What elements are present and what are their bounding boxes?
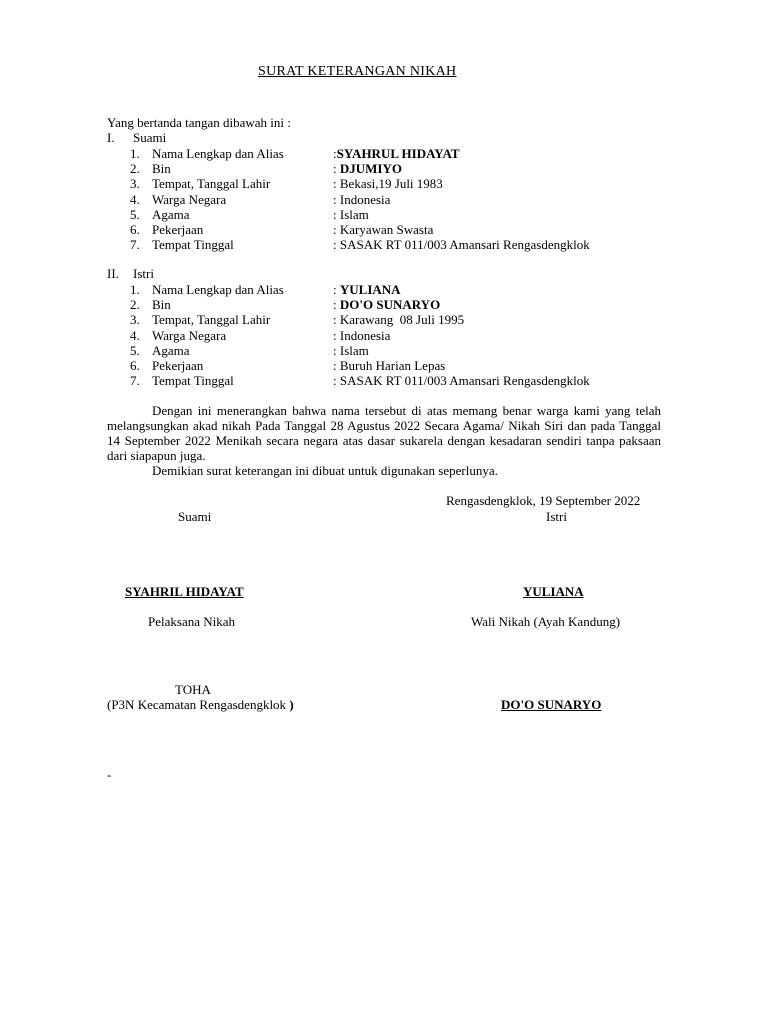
row-number: 6. — [130, 222, 140, 237]
row-separator: : — [333, 358, 340, 373]
row-label: Warga Negara — [152, 327, 227, 343]
closing-paragraph — [107, 463, 661, 478]
row-separator: : — [333, 297, 340, 313]
place-date: Rengasdengklok, 19 September 2022 — [446, 493, 641, 508]
row-number: 3. — [130, 176, 140, 192]
row-value-line — [333, 176, 443, 191]
row-label: Bin — [152, 297, 171, 313]
closing-paragraph-text: Demikian surat keterangan ini dibuat untuk digunakan seperlunya. — [152, 463, 498, 478]
row-value: SASAK RT 011/003 Amansari Rengasdengklok — [339, 373, 590, 389]
row-value: Indonesia — [339, 191, 391, 207]
istri-signature-name: YULIANA — [523, 584, 584, 599]
row-separator: : — [333, 342, 340, 358]
row-value: DJUMIYO — [339, 161, 402, 177]
wali-label: Wali Nikah (Ayah Kandung) — [471, 614, 621, 629]
row-value-line — [333, 358, 445, 373]
pelaksana-label: Pelaksana Nikah — [148, 614, 236, 629]
row-number: 2. — [130, 297, 140, 313]
section-suami-numeral: I. — [107, 130, 115, 145]
row-number: 1. — [130, 146, 140, 161]
row-label: Nama Lengkap dan Alias — [152, 146, 284, 161]
wali-signature-name: DO'O SUNARYO — [501, 697, 602, 712]
row-number: 3. — [130, 312, 140, 328]
row-label: Bin — [152, 161, 171, 177]
suami-signature-name: SYAHRIL HIDAYAT — [125, 584, 244, 599]
row-value: Islam — [339, 342, 369, 358]
row-separator: : — [333, 161, 340, 177]
row-value-line — [333, 312, 464, 327]
row-label: Agama — [152, 206, 190, 222]
row-value-line — [333, 237, 590, 252]
row-value: Bekasi,19 Juli 1983 — [339, 176, 443, 192]
row-number: 1. — [130, 282, 140, 297]
row-label: Nama Lengkap dan Alias — [152, 282, 284, 297]
row-separator: : — [333, 222, 340, 237]
body-paragraph-text: Dengan ini menerangkan bahwa nama tersebut di atas memang benar warga kami yang telah melangsungkan akad nikah Pada Tanggal 28 Agustus 2022 Secara Agama/ Nikah Siri dan pada Tanggal 14 September 2022 Menikah secara negara atas dasar sukarela dengan kesadaran sendiri tanpa paksaan dari siapapun juga. — [107, 403, 661, 463]
row-label: Pekerjaan — [152, 358, 204, 373]
row-value-line — [333, 161, 402, 176]
row-separator: : — [333, 327, 340, 343]
row-value-line — [333, 282, 401, 297]
pelaksana-name: TOHA — [175, 682, 211, 697]
row-number: 4. — [130, 191, 140, 207]
row-number: 4. — [130, 327, 140, 343]
row-value: Islam — [339, 206, 369, 222]
row-value-line — [333, 207, 369, 222]
row-value: DO'O SUNARYO — [339, 297, 441, 313]
intro-text: Yang bertanda tangan dibawah ini : — [107, 115, 291, 130]
suami-label: Suami — [178, 509, 212, 524]
row-label: Tempat Tinggal — [152, 237, 234, 253]
row-value-line — [333, 222, 433, 237]
section-istri-heading: Istri — [133, 266, 154, 281]
row-separator: : — [333, 176, 340, 192]
pelaksana-role-text: (P3N Kecamatan Rengasdengklok — [107, 697, 290, 712]
section-suami-heading: Suami — [133, 130, 167, 145]
row-value-line — [333, 343, 369, 358]
pelaksana-role — [107, 697, 294, 712]
row-label: Tempat, Tanggal Lahir — [152, 176, 271, 192]
section-istri-numeral: II. — [107, 266, 119, 281]
body-paragraph — [107, 403, 661, 463]
row-separator: : — [333, 373, 340, 389]
row-label: Warga Negara — [152, 191, 227, 207]
row-value: SYAHRUL HIDAYAT — [336, 146, 460, 161]
row-value: Karawang 08 Juli 1995 — [339, 312, 465, 328]
footer-mark: - — [107, 767, 112, 782]
row-value-line — [333, 192, 390, 207]
row-value: SASAK RT 011/003 Amansari Rengasdengklok — [339, 237, 590, 253]
row-value: YULIANA — [339, 282, 401, 297]
pelaksana-role-close: ) — [289, 697, 294, 712]
row-number: 5. — [130, 206, 140, 222]
row-label: Tempat, Tanggal Lahir — [152, 312, 271, 328]
row-separator: : — [333, 146, 337, 161]
row-separator: : — [333, 191, 340, 207]
row-number: 6. — [130, 358, 140, 373]
row-value-line — [333, 328, 390, 343]
row-value: Indonesia — [339, 327, 391, 343]
row-number: 2. — [130, 161, 140, 177]
row-value-line — [333, 373, 590, 388]
istri-label: Istri — [546, 509, 567, 524]
row-separator: : — [333, 312, 340, 328]
row-value-line — [333, 146, 460, 161]
row-number: 7. — [130, 373, 140, 389]
row-separator: : — [333, 237, 340, 253]
row-number: 5. — [130, 342, 140, 358]
row-number: 7. — [130, 237, 140, 253]
row-separator: : — [333, 206, 340, 222]
row-label: Pekerjaan — [152, 222, 204, 237]
row-value-line — [333, 297, 440, 312]
document-title: SURAT KETERANGAN NIKAH — [258, 64, 457, 79]
row-label: Tempat Tinggal — [152, 373, 234, 389]
row-label: Agama — [152, 342, 190, 358]
row-value: Buruh Harian Lepas — [339, 358, 446, 373]
row-separator: : — [333, 282, 340, 297]
row-value: Karyawan Swasta — [339, 222, 434, 237]
